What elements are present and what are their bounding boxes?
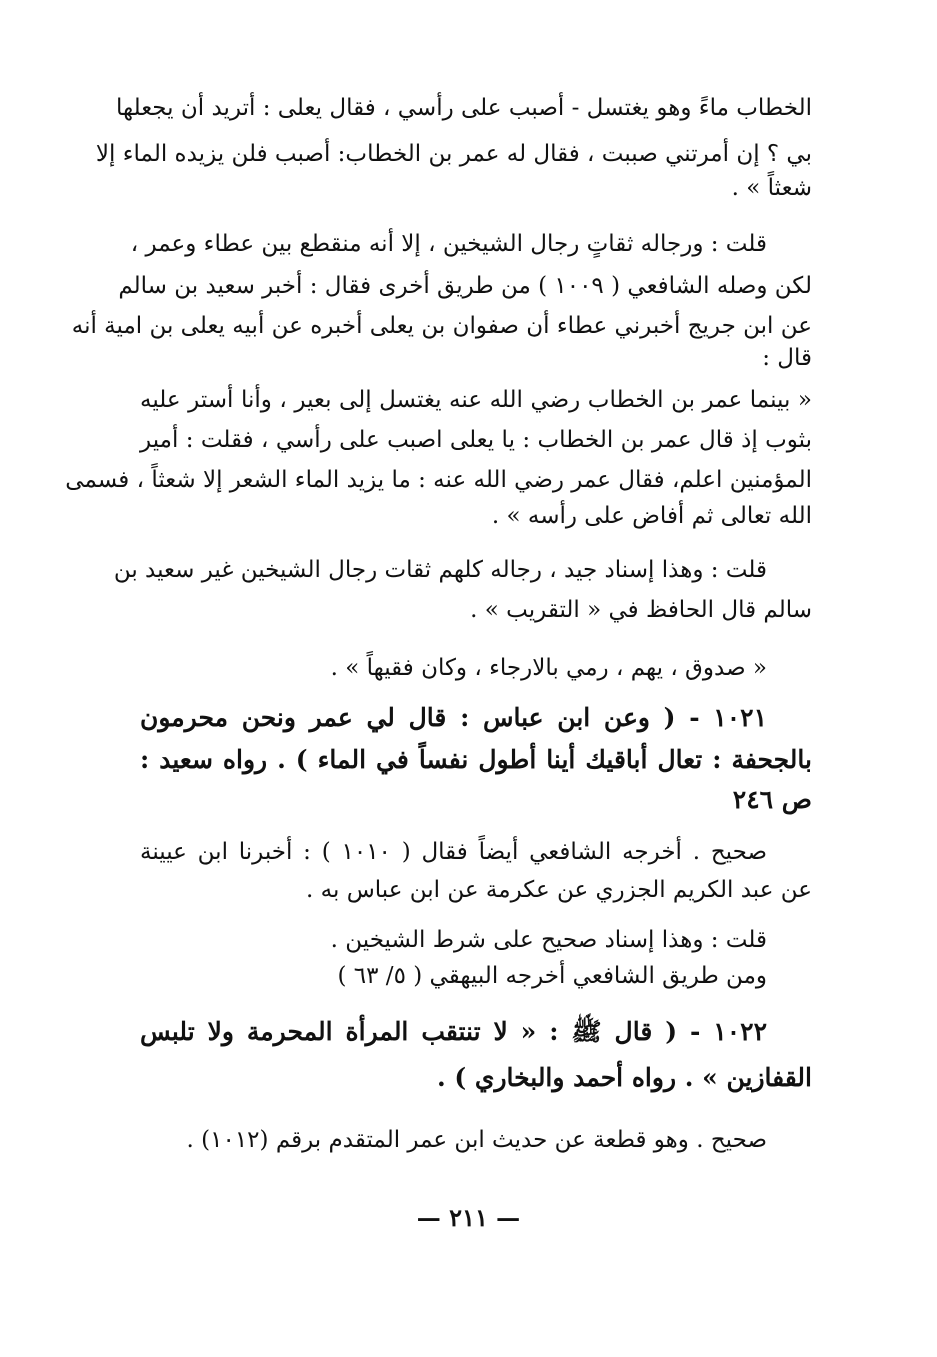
text-line: الخطاب ماءً وهو يغتسل - أصبب على رأسي ، فقال يعلى : أتريد أن يجعلها — [115, 95, 812, 121]
page-number: — ٢١١ — — [416, 1203, 521, 1232]
text-line: قلت : وهذا إسناد صحيح على شرط الشيخين . — [330, 927, 767, 953]
hadith-heading-line: بالجحفة : تعال أباقيك أينا أطول نفساً في الماء ) . رواه سعيد : — [140, 745, 812, 774]
text-line: عن ابن جريج أخبرني عطاء أن صفوان بن يعلى أخبره عن أبيه يعلى بن امية أنه — [71, 313, 812, 339]
text-line: ومن طريق الشافعي أخرجه البيهقي ( ٥/ ٦٣ ) — [337, 963, 767, 989]
text-line: « صدوق ، يهم ، رمي بالارجاء ، وكان فقيهاً » . — [330, 655, 767, 681]
text-line: لكن وصله الشافعي ( ١٠٠٩ ) من طريق أخرى فقال : أخبر سعيد بن سالم — [118, 273, 812, 299]
text-line: « بينما عمر بن الخطاب رضي الله عنه يغتسل إلى بعير ، وأنا أستر عليه — [140, 387, 812, 413]
text-line: صحيح . أخرجه الشافعي أيضاً فقال ( ١٠١٠ ) : أخبرنا ابن عيينة — [140, 839, 767, 865]
text-line: بي ؟ إن أمرتني صببت ، فقال له عمر بن الخطاب: أصبب فلن يزيده الماء إلا — [95, 141, 812, 167]
hadith-heading-line: ١٠٢٢ - ( قال ﷺ : « لا تنتقب المرأة المحرمة ولا تلبس — [140, 1017, 767, 1046]
text-line: قلت : ورجاله ثقاتٍ رجال الشيخين ، إلا أنه منقطع بين عطاء وعمر ، — [130, 231, 767, 257]
hadith-heading-line: ص ٢٤٦ — [732, 785, 812, 814]
text-line: قال : — [762, 345, 812, 371]
text-line: الله تعالى ثم أفاض على رأسه » . — [491, 503, 812, 529]
text-line: شعثاً » . — [731, 175, 812, 201]
hadith-heading-line: القفازين » . رواه أحمد والبخاري ) . — [436, 1063, 812, 1092]
text-line: صحيح . وهو قطعة عن حديث ابن عمر المتقدم برقم (١٠١٢) . — [186, 1127, 767, 1153]
text-line: قلت : وهذا إسناد جيد ، رجاله كلهم ثقات رجال الشيخين غير سعيد بن — [113, 557, 767, 583]
text-line: بثوب إذ قال عمر بن الخطاب : يا يعلى اصبب على رأسي ، فقلت : أمير — [140, 427, 812, 453]
text-line: عن عبد الكريم الجزري عن عكرمة عن ابن عباس به . — [306, 877, 812, 903]
hadith-heading-line: ١٠٢١ - ( وعن ابن عباس : قال لي عمر ونحن محرمون — [140, 703, 767, 732]
text-line: سالم قال الحافظ في « التقريب » . — [470, 597, 812, 623]
text-line: المؤمنين اعلم، فقال عمر رضي الله عنه : ما يزيد الماء الشعر إلا شعثاً ، فسمى — [65, 467, 812, 493]
